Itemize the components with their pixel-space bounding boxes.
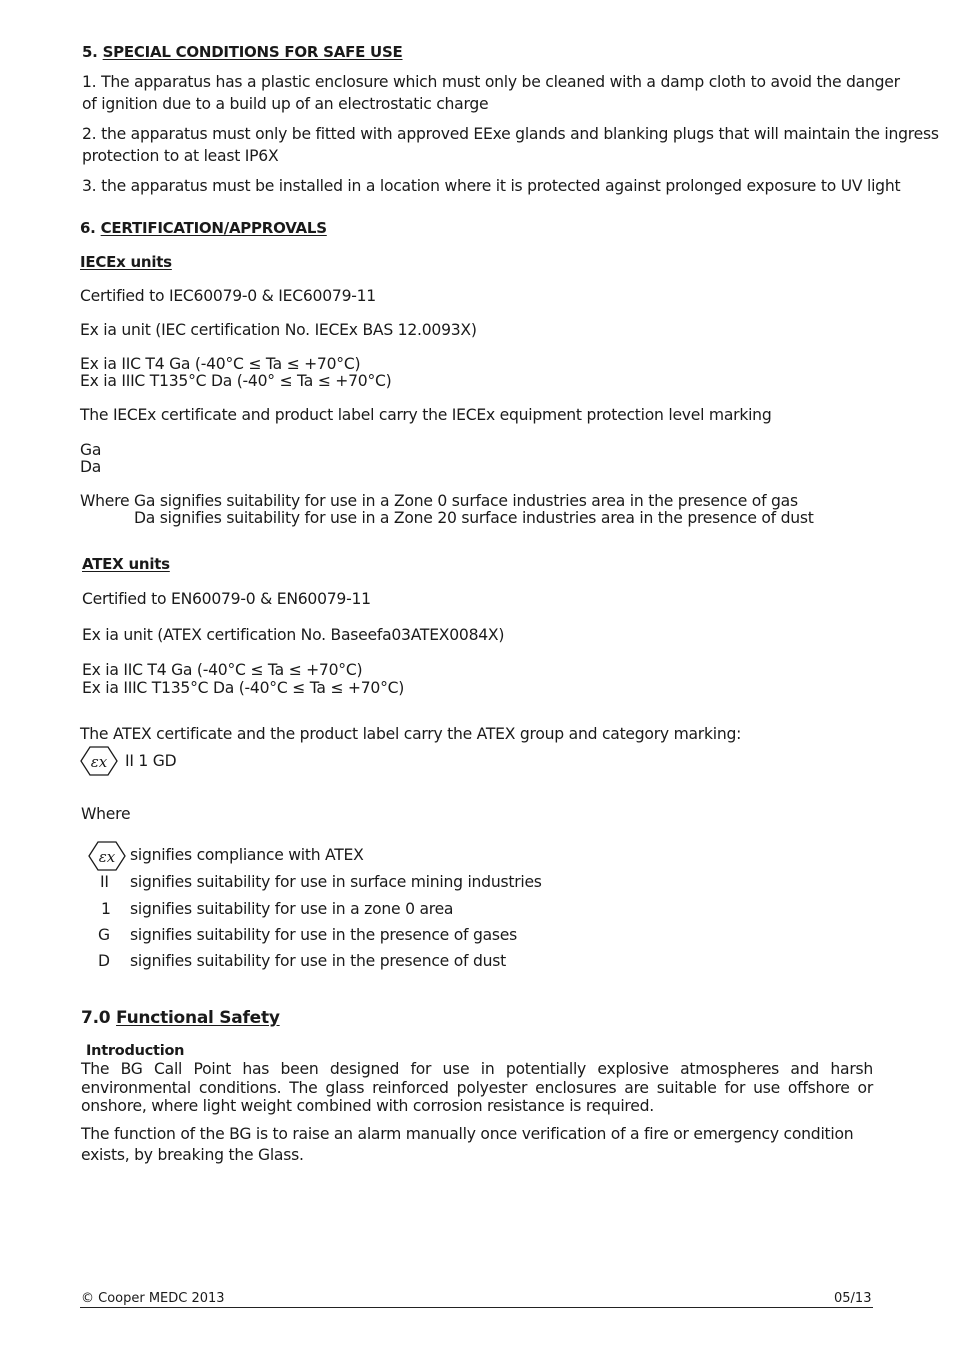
iecex-epl-text: The IECEx certificate and product label carry the IECEx equipment protection level marking [80,406,772,424]
atex-legend-desc-g: signifies suitability for use in the presence of gases [130,926,518,944]
atex-unit: Ex ia unit (ATEX certification No. Baseefa03ATEX0084X) [82,626,505,644]
section-7-number: 7.0 [81,1008,111,1028]
section-7-heading [81,1009,280,1027]
section-5-heading [82,43,403,61]
iecex-unit: Ex ia unit (IEC certification No. IECEx BAS 12.0093X) [80,321,477,339]
svg-text:εx: εx [98,848,116,866]
atex-legend-key-ii: II [100,873,109,891]
atex-legend-desc-ii: signifies suitability for use in surface mining industries [130,873,542,891]
iecex-epl-da: Da [80,458,102,476]
introduction-paragraph: The BG Call Point has been designed for use in potentially explosive atmospheres and harsh environmental conditions. The glass reinforced polyester enclosures are suitable for use offshore or onshore, where light weight combined with corrosion resistance is required. [81,1060,873,1115]
atex-group-mark: II 1 GD [125,752,177,770]
atex-marking-2: Ex ia IIIC T135°C Da (-40°C ≤ Ta ≤ +70°C) [82,679,405,697]
section-6-heading [80,219,327,237]
ex-hexagon-icon [80,746,118,776]
section-7-title: Functional Safety [116,1008,280,1028]
atex-marking-1: Ex ia IIC T4 Ga (-40°C ≤ Ta ≤ +70°C) [82,661,363,679]
atex-legend-key-d: D [98,952,110,970]
iecex-heading: IECEx units [80,253,172,271]
atex-group-text: The ATEX certificate and the product label carry the ATEX group and category marking: [80,725,742,743]
atex-where: Where [81,805,131,823]
iecex-certified: Certified to IEC60079-0 & IEC60079-11 [80,287,376,305]
safe-use-item-1 [82,73,900,113]
iecex-where-da: Da signifies suitability for use in a Zone 20 surface industries area in the presence of dust [134,509,814,527]
atex-legend-desc-1: signifies suitability for use in a zone 0 area [130,900,454,918]
iecex-marking-2: Ex ia IIIC T135°C Da (-40° ≤ Ta ≤ +70°C) [80,372,392,390]
ex-hexagon-icon [88,841,126,871]
section-5-number: 5. [82,43,98,61]
function-paragraph: The function of the BG is to raise an alarm manually once verification of a fire or emergency condition exists, by breaking the Glass. [81,1125,854,1164]
safe-use-item-2-line1: 2. the apparatus must only be fitted with approved EExe glands and blanking plugs that will maintain the ingress [82,125,939,143]
atex-heading: ATEX units [82,555,170,573]
safe-use-item-3-line1: 3. the apparatus must be installed in a location where it is protected against prolonged exposure to UV light [82,177,901,195]
safe-use-item-1-line1: 1. The apparatus has a plastic enclosure which must only be cleaned with a damp cloth to avoid the danger [82,73,900,91]
footer-rule [80,1307,873,1308]
introduction-heading: Introduction [86,1043,185,1059]
section-6-number: 6. [80,219,96,237]
iecex-epl-ga: Ga [80,441,102,459]
atex-legend-desc-ex: signifies compliance with ATEX [130,846,364,864]
safe-use-item-2 [82,125,939,165]
safe-use-item-3 [82,177,900,195]
section-5-title: SPECIAL CONDITIONS FOR SAFE USE [102,43,403,61]
safe-use-item-1-line2: of ignition due to a build up of an electrostatic charge [82,95,489,113]
iecex-where-ga: Where Ga signifies suitability for use in a Zone 0 surface industries area in the presence of gas [80,492,798,510]
section-6-title: CERTIFICATION/APPROVALS [100,219,327,237]
iecex-marking-1: Ex ia IIC T4 Ga (-40°C ≤ Ta ≤ +70°C) [80,355,361,373]
footer-copyright: © Cooper MEDC 2013 [81,1291,225,1306]
atex-legend-desc-d: signifies suitability for use in the presence of dust [130,952,506,970]
footer-date: 05/13 [834,1291,872,1306]
safe-use-item-2-line2: protection to at least IP6X [82,147,279,165]
svg-text:εx: εx [90,753,108,771]
atex-legend-key-g: G [98,926,110,944]
atex-legend-key-1: 1 [101,900,111,918]
atex-certified: Certified to EN60079-0 & EN60079-11 [82,590,371,608]
